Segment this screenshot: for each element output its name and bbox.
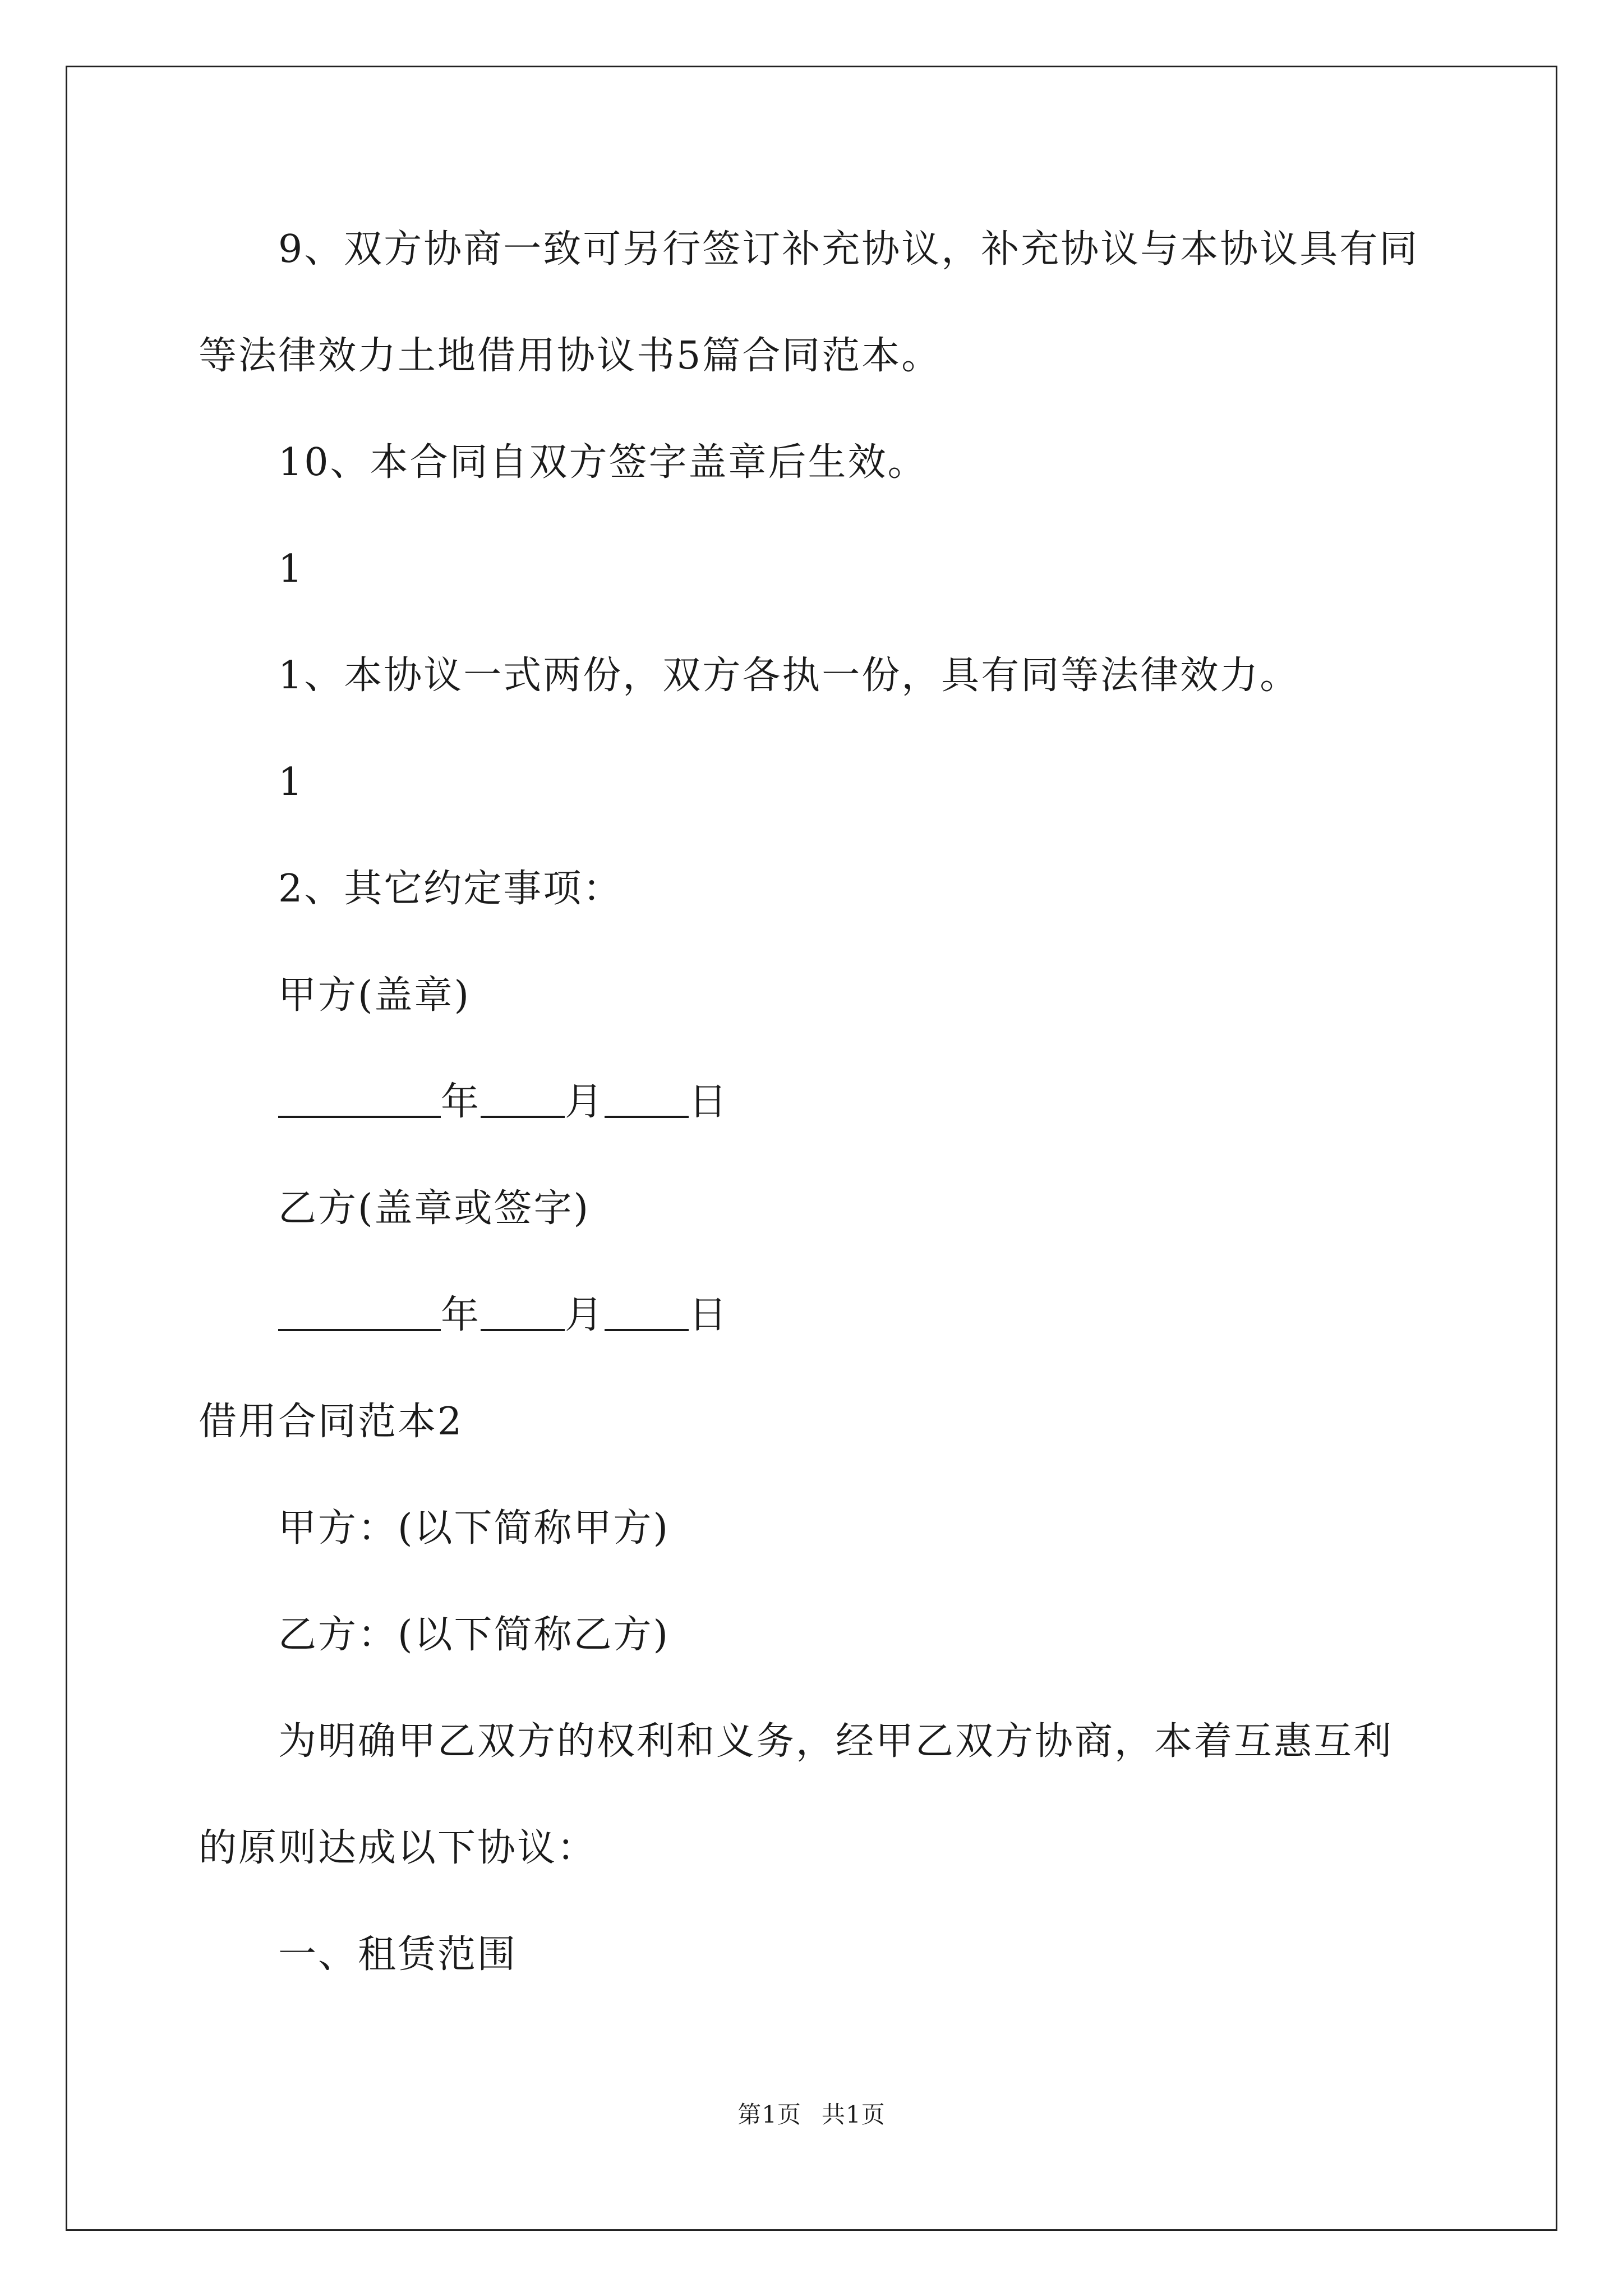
stray-number: 1 (278, 760, 305, 804)
month-label: 月 (565, 1293, 605, 1337)
year-blank (278, 1084, 441, 1118)
page-border (66, 66, 1557, 2231)
clause-copies: 1、本协议一式两份，双方各执一份，具有同等法律效力。 (278, 654, 1300, 698)
day-blank (605, 1084, 689, 1118)
preamble-line-2: 的原则达成以下协议： (199, 1826, 597, 1870)
page-number: 第1页 (737, 2101, 801, 2128)
date-line-party-b (278, 1293, 728, 1338)
page-footer (0, 2101, 1623, 2129)
party-b-seal: 乙方(盖章或签字) (278, 1186, 591, 1231)
day-label: 日 (689, 1080, 729, 1124)
preamble-line-1: 为明确甲乙双方的权利和义务，经甲乙双方协商，本着互惠互利 (278, 1719, 1394, 1764)
party-b-line: 乙方：(以下简称乙方) (278, 1613, 670, 1657)
stray-number: 1 (278, 547, 305, 591)
party-a-line: 甲方：(以下简称甲方) (278, 1506, 670, 1550)
clause-9-line-1: 9、双方协商一致可另行签订补充协议，补充协议与本协议具有同 (278, 227, 1419, 272)
year-label: 年 (441, 1293, 481, 1337)
party-a-seal: 甲方(盖章) (278, 973, 471, 1018)
clause-other-matters: 2、其它约定事项： (278, 867, 623, 911)
clause-9-line-2: 等法律效力土地借用协议书5篇合同范本。 (199, 334, 942, 378)
page-total: 共1页 (822, 2101, 886, 2128)
year-blank (278, 1297, 441, 1331)
clause-10: 10、本合同自双方签字盖章后生效。 (278, 440, 928, 485)
day-label: 日 (689, 1293, 729, 1337)
year-label: 年 (441, 1080, 481, 1124)
heading-lease-scope: 一、租赁范围 (278, 1932, 518, 1977)
date-line-party-a (278, 1080, 728, 1125)
month-blank (481, 1084, 565, 1118)
section-title: 借用合同范本2 (199, 1400, 464, 1444)
month-blank (481, 1297, 565, 1331)
day-blank (605, 1297, 689, 1331)
month-label: 月 (565, 1080, 605, 1124)
